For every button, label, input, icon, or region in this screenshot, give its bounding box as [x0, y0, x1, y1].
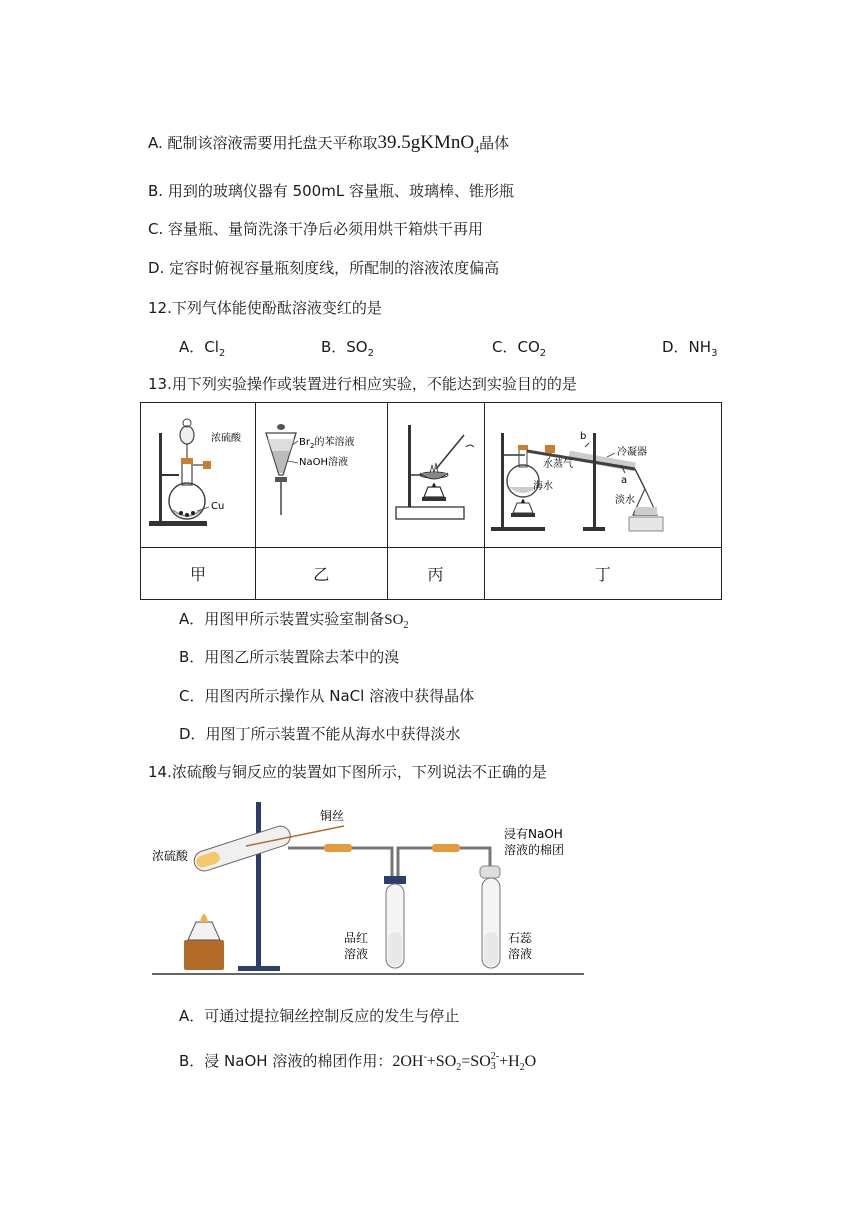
- figure-jia-flask-apparatus: [141, 403, 255, 543]
- caption-jia: 甲: [141, 548, 256, 600]
- label-cu: Cu: [211, 501, 225, 512]
- label-copper-wire: 铜丝: [320, 809, 345, 823]
- label-condenser: 冷凝器: [616, 447, 647, 458]
- label-seawater: 海水: [532, 481, 553, 492]
- q11-option-a-formula: 39.5gKMnO$_4$: [377, 132, 480, 156]
- q11-option-c: C. 容量瓶、量筒洗涤干净后必须用烘干箱烘干再用: [148, 220, 484, 238]
- q13-stem: 13.用下列实验操作或装置进行相应实验，不能达到实验目的的是: [148, 375, 577, 393]
- label-litmus: 石蕊: [508, 931, 533, 945]
- label-pinhong-solution: 溶液: [344, 947, 369, 961]
- label-br2-benzene: $Br_2$的苯溶液: [299, 437, 355, 450]
- q14-apparatus-figure: [148, 796, 588, 980]
- q13-figure-table: [140, 402, 722, 600]
- q13-option-d: D．用图丁所示装置不能从海水中获得淡水: [179, 725, 461, 743]
- label-pinhong: 品红: [344, 931, 369, 945]
- q13-option-a: A．用图甲所示装置实验室制备$SO_2$: [179, 610, 409, 631]
- q11-option-a: [148, 132, 509, 156]
- q12-option-c: C．$CO_2$: [492, 338, 547, 359]
- figure-yi-separatory-funnel: [256, 403, 386, 543]
- q12-stem: 12.下列气体能使酚酞溶液变红的是: [148, 299, 382, 317]
- label-naoh-cotton-1: 浸有NaOH: [504, 827, 563, 841]
- label-naoh-cotton-2: 溶液的棉团: [504, 843, 565, 857]
- q12-option-d: D．$NH_3$: [662, 338, 718, 359]
- label-water-vapor: 水蒸气: [542, 459, 573, 470]
- q13-option-c: C．用图丙所示操作从 NaCl 溶液中获得晶体: [179, 687, 475, 705]
- figure-ding-cell: [484, 403, 722, 548]
- q11-option-b: B. 用到的玻璃仪器有 500mL 容量瓶、玻璃棒、锥形瓶: [148, 182, 514, 200]
- q13-option-b: B．用图乙所示装置除去苯中的溴: [179, 648, 400, 666]
- q12-option-b: B．$SO_2$: [321, 338, 374, 359]
- q11-option-d: D. 定容时俯视容量瓶刻度线，所配制的溶液浓度偏高: [148, 259, 500, 277]
- label-a: a: [620, 475, 627, 486]
- q11-option-a-text: A. 配制该溶液需要用托盘天平称取: [148, 134, 378, 152]
- caption-ding: 丁: [484, 548, 722, 600]
- q14-option-a: A．可通过提拉铜丝控制反应的发生与停止: [179, 1007, 460, 1025]
- caption-bing: 丙: [387, 548, 484, 600]
- label-fresh-water: 淡水: [614, 495, 635, 506]
- label-naoh-solution: NaOH溶液: [299, 457, 349, 468]
- q12-option-a: A．$Cl_2$: [179, 338, 226, 359]
- label-b: b: [579, 431, 587, 442]
- q14-option-b: B．浸 NaOH 溶液的棉团作用：$2OH^-+SO_2=SO$ 2- 3 $+H_2O$: [179, 1051, 537, 1074]
- label-concentrated-acid: 浓硫酸: [211, 433, 241, 444]
- figure-jia-cell: [141, 403, 256, 548]
- label-litmus-solution: 溶液: [508, 947, 533, 961]
- figure-ding-distillation: [485, 403, 721, 543]
- q11-option-a-tail: 晶体: [479, 134, 510, 152]
- figure-bing-evaporation: [388, 403, 484, 543]
- figure-yi-cell: [256, 403, 388, 548]
- q14-stem: 14.浓硫酸与铜反应的装置如下图所示，下列说法不正确的是: [148, 763, 547, 781]
- figure-bing-cell: [387, 403, 484, 548]
- caption-yi: 乙: [256, 548, 388, 600]
- q14-equation: $2OH^-+SO_2=SO$ 2- 3 $+H_2O$: [392, 1051, 537, 1074]
- label-concentrated-sulfuric-acid: 浓硫酸: [152, 849, 189, 863]
